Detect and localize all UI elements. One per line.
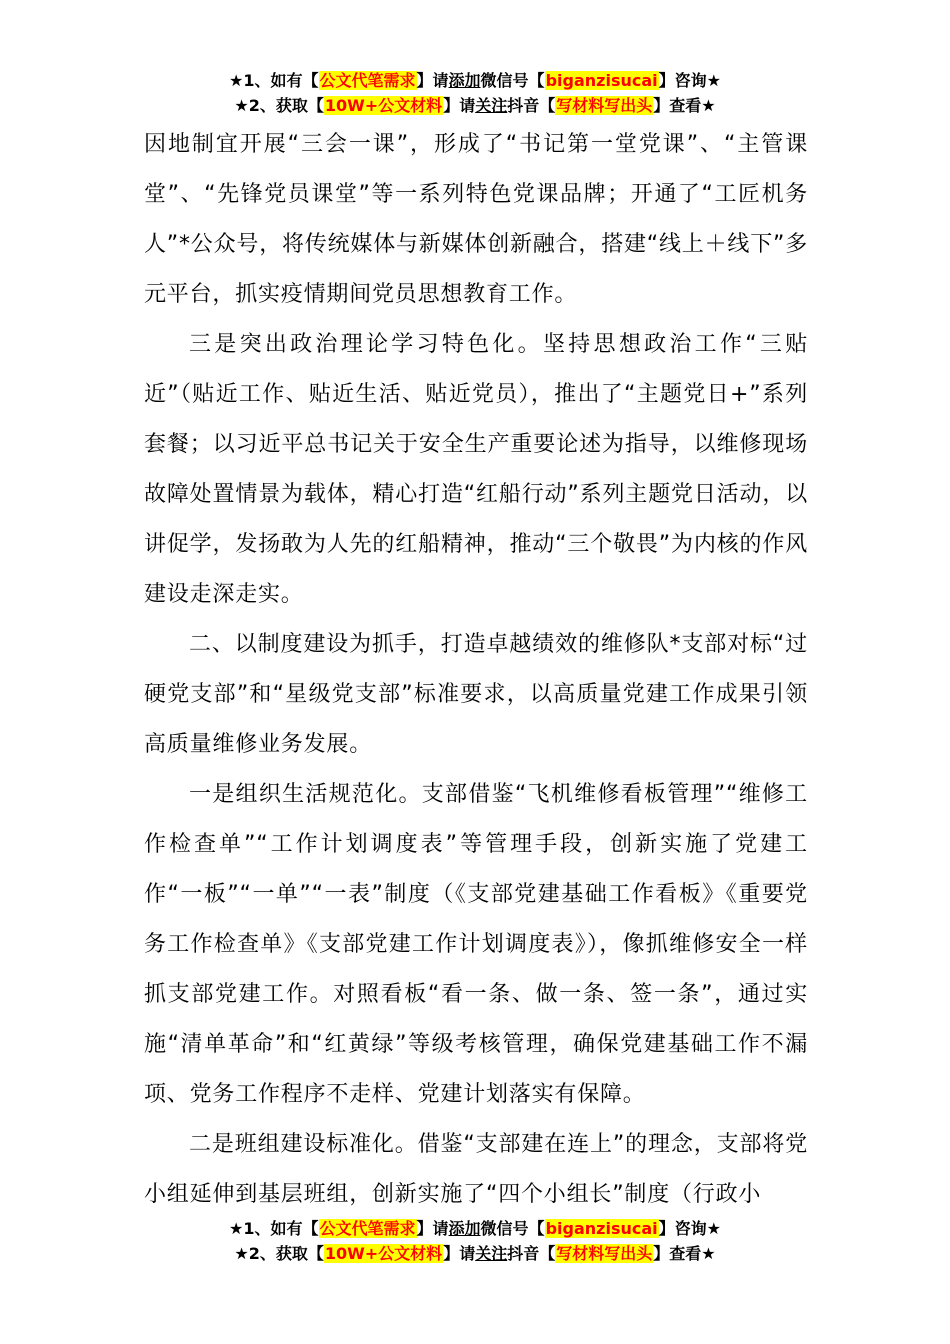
footer-banner xyxy=(0,1216,950,1266)
banner-line-1 xyxy=(0,68,950,93)
banner-line-1 xyxy=(0,1216,950,1241)
highlight-text: 10W+公文材料 xyxy=(324,1244,443,1263)
banner-text: 抖音【 xyxy=(507,1244,556,1263)
banner-text: 抖音【 xyxy=(507,96,556,115)
paragraph: 二、以制度建设为抓手，打造卓越绩效的维修队*支部对标“过硬党支部”和“星级党支部”标准要求，以高质量党建工作成果引领高质量维修业务发展。 xyxy=(144,632,808,757)
banner-text: 】查看★ xyxy=(653,96,716,115)
highlight-text: 写材料写出头 xyxy=(556,96,653,115)
banner-text: 】请 xyxy=(443,1244,476,1263)
banner-text: 】请 xyxy=(416,1219,449,1238)
banner-text: ★1、如有【 xyxy=(229,71,319,90)
banner-line-2 xyxy=(0,1241,950,1266)
banner-text: 】请 xyxy=(416,71,449,90)
highlight-text: 10W+公文材料 xyxy=(324,96,443,115)
banner-text: 】咨询★ xyxy=(658,71,721,90)
paragraph: 三是突出政治理论学习特色化。坚持思想政治工作“三贴近”（贴近工作、贴近生活、贴近党员），推出了“主题党日+”系列套餐；以习近平总书记关于安全生产重要论述为指导，以维修现场故障处置情景为载体，精心打造“红船行动”系列主题党日活动，以讲促学，发扬敢为人先的红船精神，推动“三个敬畏”为内核的作风建设走深走实。 xyxy=(144,332,808,607)
banner-text: 】查看★ xyxy=(653,1244,716,1263)
document-body xyxy=(144,120,808,1220)
highlight-text: biganzisucai xyxy=(545,1219,658,1238)
highlight-text: 写材料写出头 xyxy=(556,1244,653,1263)
highlight-text: 公文代笔需求 xyxy=(319,1219,416,1238)
header-banner xyxy=(0,68,950,118)
banner-text: 】咨询★ xyxy=(658,1219,721,1238)
banner-text: ★2、获取【 xyxy=(234,96,324,115)
banner-line-2 xyxy=(0,93,950,118)
banner-text: 微信号【 xyxy=(480,71,545,90)
paragraph: 二是班组建设标准化。借鉴“支部建在连上”的理念，支部将党小组延伸到基层班组，创新实施了“四个小组长”制度（行政小 xyxy=(144,1132,808,1207)
highlight-text: 公文代笔需求 xyxy=(319,71,416,90)
underlined-text: 关注 xyxy=(475,96,508,115)
paragraph: 一是组织生活规范化。支部借鉴“飞机维修看板管理”“维修工作检查单”“工作计划调度表”等管理手段，创新实施了党建工作“一板”“一单”“一表”制度（《支部党建基础工作看板》《重要党务工作检查单》《支部党建工作计划调度表》），像抓维修安全一样抓支部党建工作。对照看板“看一条、做一条、签一条”，通过实施“清单革命”和“红黄绿”等级考核管理，确保党建基础工作不漏项、党务工作程序不走样、党建计划落实有保障。 xyxy=(144,782,808,1107)
underlined-text: 添加 xyxy=(448,1219,481,1238)
banner-text: 微信号【 xyxy=(480,1219,545,1238)
banner-text: 】请 xyxy=(443,96,476,115)
paragraph: 因地制宜开展“三会一课”，形成了“书记第一堂党课”、“主管课堂”、“先锋党员课堂”等一系列特色党课品牌；开通了“工匠机务人”*公众号，将传统媒体与新媒体创新融合，搭建“线上＋线下”多元平台，抓实疫情期间党员思想教育工作。 xyxy=(144,132,808,307)
banner-text: ★1、如有【 xyxy=(229,1219,319,1238)
underlined-text: 添加 xyxy=(448,71,481,90)
highlight-text: biganzisucai xyxy=(545,71,658,90)
banner-text: ★2、获取【 xyxy=(234,1244,324,1263)
underlined-text: 关注 xyxy=(475,1244,508,1263)
